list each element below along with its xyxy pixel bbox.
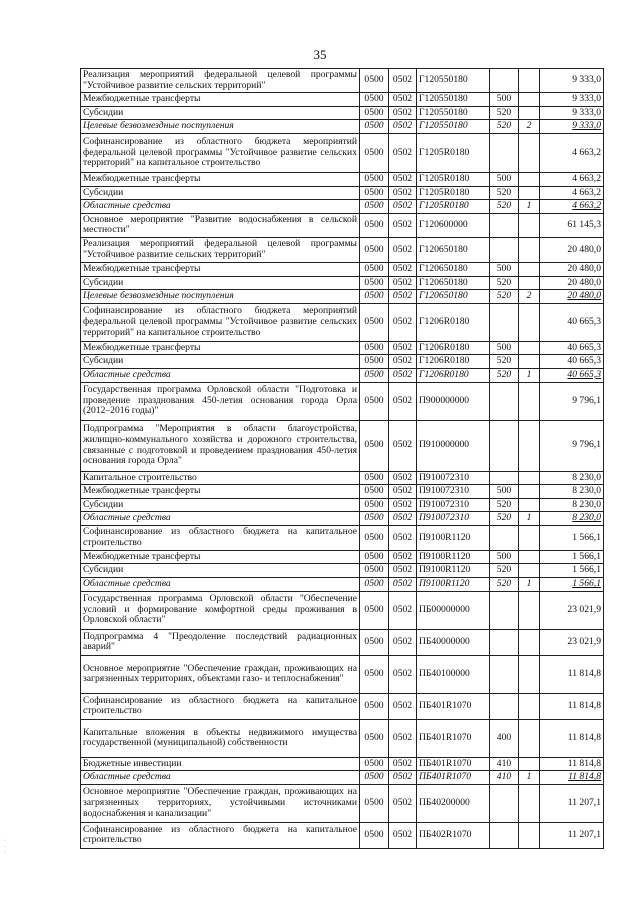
row-amount: 1 566,1 bbox=[540, 550, 604, 564]
row-name: Целевые безвозмездные поступления bbox=[81, 120, 360, 134]
row-name: Межбюджетные трансферты bbox=[81, 341, 360, 355]
row-expense-type bbox=[490, 655, 519, 693]
row-section: 0500 bbox=[360, 200, 389, 214]
row-funding-source bbox=[519, 784, 540, 822]
table-row bbox=[81, 757, 604, 771]
row-target-code: ПБ401R1070 bbox=[417, 693, 490, 719]
row-target-code: П9100R1120 bbox=[417, 564, 490, 578]
row-expense-type: 410 bbox=[490, 757, 519, 771]
row-section: 0500 bbox=[360, 550, 389, 564]
row-funding-source bbox=[519, 420, 540, 471]
row-section: 0500 bbox=[360, 341, 389, 355]
row-section: 0500 bbox=[360, 355, 389, 369]
row-name: Субсидии bbox=[81, 106, 360, 120]
row-section: 0500 bbox=[360, 382, 389, 420]
row-amount: 11 207,1 bbox=[540, 784, 604, 822]
row-name: Реализация мероприятий федеральной целевой программы "Устойчивое развитие сельских территорий" bbox=[81, 237, 360, 262]
row-section: 0500 bbox=[360, 133, 389, 172]
row-expense-type bbox=[490, 629, 519, 655]
row-section: 0500 bbox=[360, 120, 389, 134]
row-target-code: П910072310 bbox=[417, 471, 490, 485]
table-row bbox=[81, 719, 604, 757]
table-row bbox=[81, 355, 604, 369]
row-expense-type bbox=[490, 784, 519, 822]
table-row bbox=[81, 133, 604, 172]
row-target-code: Г1205R0180 bbox=[417, 133, 490, 172]
row-funding-source bbox=[519, 822, 540, 848]
row-funding-source bbox=[519, 106, 540, 120]
row-funding-source bbox=[519, 93, 540, 107]
table-row bbox=[81, 784, 604, 822]
row-target-code: Г120650180 bbox=[417, 262, 490, 276]
row-target-code: Г120550180 bbox=[417, 69, 490, 93]
row-subsection: 0502 bbox=[389, 512, 417, 526]
row-target-code: Г1205R0180 bbox=[417, 200, 490, 214]
row-funding-source bbox=[519, 719, 540, 757]
row-amount: 23 021,9 bbox=[540, 629, 604, 655]
table-row bbox=[81, 186, 604, 200]
row-subsection: 0502 bbox=[389, 290, 417, 304]
row-funding-source bbox=[519, 655, 540, 693]
row-name: Софинансирование из областного бюджета на капитальное строительство bbox=[81, 693, 360, 719]
row-expense-type: 400 bbox=[490, 719, 519, 757]
row-amount: 9 333,0 bbox=[540, 106, 604, 120]
row-target-code: Г120650180 bbox=[417, 237, 490, 262]
row-subsection: 0502 bbox=[389, 355, 417, 369]
row-section: 0500 bbox=[360, 172, 389, 186]
row-name: Софинансирование из областного бюджета на капитальное строительство bbox=[81, 822, 360, 848]
row-amount: 40 665,3 bbox=[540, 341, 604, 355]
row-funding-source: 1 bbox=[519, 200, 540, 214]
table-row bbox=[81, 69, 604, 93]
row-subsection: 0502 bbox=[389, 525, 417, 550]
row-subsection: 0502 bbox=[389, 591, 417, 629]
row-name: Межбюджетные трансферты bbox=[81, 262, 360, 276]
row-name: Подпрограмма "Мероприятия в области благоустройства, жилищно-коммунального хозяйства и дорожного строительства, связанные с подготовкой и проведением празднования 450-летия основания города Орла" bbox=[81, 420, 360, 471]
row-section: 0500 bbox=[360, 237, 389, 262]
row-target-code: П9100R1120 bbox=[417, 550, 490, 564]
row-section: 0500 bbox=[360, 69, 389, 93]
row-section: 0500 bbox=[360, 262, 389, 276]
row-subsection: 0502 bbox=[389, 578, 417, 592]
row-funding-source bbox=[519, 550, 540, 564]
row-expense-type: 500 bbox=[490, 485, 519, 499]
row-target-code: Г120650180 bbox=[417, 290, 490, 304]
row-name: Капитальные вложения в объекты недвижимого имущества государственной (муниципальной) собственности bbox=[81, 719, 360, 757]
row-target-code: ПБ401R1070 bbox=[417, 719, 490, 757]
page-number: 35 bbox=[313, 47, 327, 62]
table-row bbox=[81, 591, 604, 629]
row-section: 0500 bbox=[360, 93, 389, 107]
row-expense-type bbox=[490, 693, 519, 719]
row-name: Целевые безвозмездные поступления bbox=[81, 290, 360, 304]
row-name: Софинансирование из областного бюджета на капитальное строительство bbox=[81, 525, 360, 550]
row-subsection: 0502 bbox=[389, 186, 417, 200]
row-amount: 9 333,0 bbox=[540, 69, 604, 93]
row-funding-source bbox=[519, 693, 540, 719]
row-funding-source bbox=[519, 237, 540, 262]
row-funding-source bbox=[519, 213, 540, 237]
row-target-code: П910072310 bbox=[417, 498, 490, 512]
row-subsection: 0502 bbox=[389, 237, 417, 262]
row-funding-source bbox=[519, 133, 540, 172]
table-row bbox=[81, 771, 604, 785]
table-row bbox=[81, 120, 604, 134]
table-row bbox=[81, 471, 604, 485]
row-expense-type: 500 bbox=[490, 93, 519, 107]
row-target-code: ПБ40100000 bbox=[417, 655, 490, 693]
row-expense-type: 500 bbox=[490, 341, 519, 355]
row-funding-source bbox=[519, 471, 540, 485]
row-funding-source: 2 bbox=[519, 120, 540, 134]
table-row bbox=[81, 368, 604, 382]
row-funding-source bbox=[519, 303, 540, 341]
row-funding-source bbox=[519, 485, 540, 499]
row-section: 0500 bbox=[360, 106, 389, 120]
row-subsection: 0502 bbox=[389, 757, 417, 771]
row-target-code: Г1206R0180 bbox=[417, 355, 490, 369]
row-subsection: 0502 bbox=[389, 498, 417, 512]
row-name: Основное мероприятие "Обеспечение граждан, проживающих на загрязненных территориях, объектами газо- и теплоснабжения" bbox=[81, 655, 360, 693]
row-name: Капитальное строительство bbox=[81, 471, 360, 485]
row-expense-type: 520 bbox=[490, 120, 519, 134]
row-expense-type: 500 bbox=[490, 550, 519, 564]
row-name: Государственная программа Орловской области "Обеспечение условий и формирование комфортной среды проживания в Орловской области" bbox=[81, 591, 360, 629]
row-expense-type: 520 bbox=[490, 186, 519, 200]
row-subsection: 0502 bbox=[389, 693, 417, 719]
row-subsection: 0502 bbox=[389, 303, 417, 341]
row-name: Субсидии bbox=[81, 564, 360, 578]
row-amount: 9 796,1 bbox=[540, 420, 604, 471]
row-target-code: П910072310 bbox=[417, 485, 490, 499]
row-subsection: 0502 bbox=[389, 106, 417, 120]
row-amount: 9 796,1 bbox=[540, 382, 604, 420]
table-row bbox=[81, 629, 604, 655]
row-section: 0500 bbox=[360, 498, 389, 512]
row-funding-source bbox=[519, 262, 540, 276]
row-section: 0500 bbox=[360, 771, 389, 785]
row-amount: 1 566,1 bbox=[540, 578, 604, 592]
row-subsection: 0502 bbox=[389, 564, 417, 578]
row-subsection: 0502 bbox=[389, 655, 417, 693]
row-subsection: 0502 bbox=[389, 69, 417, 93]
row-expense-type bbox=[490, 69, 519, 93]
row-subsection: 0502 bbox=[389, 172, 417, 186]
row-subsection: 0502 bbox=[389, 485, 417, 499]
table-row bbox=[81, 262, 604, 276]
row-section: 0500 bbox=[360, 368, 389, 382]
table-row bbox=[81, 655, 604, 693]
table-row bbox=[81, 237, 604, 262]
row-expense-type: 520 bbox=[490, 578, 519, 592]
row-target-code: П900000000 bbox=[417, 382, 490, 420]
row-section: 0500 bbox=[360, 485, 389, 499]
row-subsection: 0502 bbox=[389, 133, 417, 172]
row-target-code: ПБ40000000 bbox=[417, 629, 490, 655]
row-amount: 4 663,2 bbox=[540, 186, 604, 200]
table-row bbox=[81, 213, 604, 237]
row-name: Софинансирование из областного бюджета мероприятий федеральной целевой программы "Устойчивое развитие сельских территорий" на капитальное строительство bbox=[81, 303, 360, 341]
row-expense-type bbox=[490, 237, 519, 262]
row-target-code: Г1205R0180 bbox=[417, 186, 490, 200]
row-amount: 1 566,1 bbox=[540, 525, 604, 550]
row-expense-type bbox=[490, 822, 519, 848]
row-name: Межбюджетные трансферты bbox=[81, 172, 360, 186]
row-expense-type bbox=[490, 525, 519, 550]
row-funding-source bbox=[519, 757, 540, 771]
row-section: 0500 bbox=[360, 655, 389, 693]
row-target-code: ПБ40200000 bbox=[417, 784, 490, 822]
table-row bbox=[81, 564, 604, 578]
row-section: 0500 bbox=[360, 512, 389, 526]
row-expense-type: 520 bbox=[490, 368, 519, 382]
row-name: Субсидии bbox=[81, 355, 360, 369]
row-amount: 11 814,8 bbox=[540, 757, 604, 771]
row-section: 0500 bbox=[360, 578, 389, 592]
row-funding-source bbox=[519, 69, 540, 93]
row-expense-type: 520 bbox=[490, 106, 519, 120]
row-funding-source bbox=[519, 498, 540, 512]
row-section: 0500 bbox=[360, 629, 389, 655]
row-expense-type: 520 bbox=[490, 498, 519, 512]
table-row bbox=[81, 200, 604, 214]
row-amount: 9 333,0 bbox=[540, 120, 604, 134]
row-section: 0500 bbox=[360, 719, 389, 757]
table-row bbox=[81, 341, 604, 355]
row-subsection: 0502 bbox=[389, 276, 417, 290]
row-section: 0500 bbox=[360, 276, 389, 290]
row-subsection: 0502 bbox=[389, 93, 417, 107]
row-target-code: П910072310 bbox=[417, 512, 490, 526]
row-target-code: ПБ402R1070 bbox=[417, 822, 490, 848]
row-amount: 8 230,0 bbox=[540, 512, 604, 526]
budget-table-body bbox=[81, 69, 604, 849]
row-subsection: 0502 bbox=[389, 262, 417, 276]
row-subsection: 0502 bbox=[389, 550, 417, 564]
row-target-code: Г120550180 bbox=[417, 106, 490, 120]
row-target-code: П9100R1120 bbox=[417, 578, 490, 592]
row-subsection: 0502 bbox=[389, 341, 417, 355]
row-target-code: Г120550180 bbox=[417, 120, 490, 134]
row-funding-source: 1 bbox=[519, 512, 540, 526]
row-amount: 9 333,0 bbox=[540, 93, 604, 107]
row-section: 0500 bbox=[360, 822, 389, 848]
row-funding-source bbox=[519, 355, 540, 369]
row-amount: 40 665,3 bbox=[540, 368, 604, 382]
row-amount: 20 480,0 bbox=[540, 237, 604, 262]
table-row bbox=[81, 93, 604, 107]
row-subsection: 0502 bbox=[389, 200, 417, 214]
row-expense-type: 520 bbox=[490, 276, 519, 290]
row-funding-source bbox=[519, 186, 540, 200]
row-funding-source bbox=[519, 276, 540, 290]
row-expense-type bbox=[490, 382, 519, 420]
row-subsection: 0502 bbox=[389, 629, 417, 655]
row-name: Субсидии bbox=[81, 498, 360, 512]
row-target-code: ПБ00000000 bbox=[417, 591, 490, 629]
row-name: Бюджетные инвестиции bbox=[81, 757, 360, 771]
row-section: 0500 bbox=[360, 591, 389, 629]
row-amount: 11 207,1 bbox=[540, 822, 604, 848]
row-name: Областные средства bbox=[81, 771, 360, 785]
table-row bbox=[81, 172, 604, 186]
table-row bbox=[81, 512, 604, 526]
row-name: Субсидии bbox=[81, 186, 360, 200]
table-row bbox=[81, 550, 604, 564]
row-expense-type: 500 bbox=[490, 262, 519, 276]
row-target-code: Г120650180 bbox=[417, 276, 490, 290]
row-section: 0500 bbox=[360, 303, 389, 341]
table-row bbox=[81, 290, 604, 304]
row-subsection: 0502 bbox=[389, 822, 417, 848]
row-name: Областные средства bbox=[81, 512, 360, 526]
row-section: 0500 bbox=[360, 693, 389, 719]
row-expense-type: 520 bbox=[490, 564, 519, 578]
row-target-code: ПБ401R1070 bbox=[417, 771, 490, 785]
row-section: 0500 bbox=[360, 213, 389, 237]
row-amount: 8 230,0 bbox=[540, 498, 604, 512]
table-row bbox=[81, 106, 604, 120]
row-expense-type bbox=[490, 471, 519, 485]
row-amount: 4 663,2 bbox=[540, 133, 604, 172]
row-section: 0500 bbox=[360, 525, 389, 550]
row-expense-type bbox=[490, 303, 519, 341]
row-name: Реализация мероприятий федеральной целевой программы "Устойчивое развитие сельских территорий" bbox=[81, 69, 360, 93]
row-expense-type: 520 bbox=[490, 512, 519, 526]
row-expense-type bbox=[490, 420, 519, 471]
row-target-code: Г120550180 bbox=[417, 93, 490, 107]
row-name: Областные средства bbox=[81, 578, 360, 592]
row-funding-source bbox=[519, 629, 540, 655]
row-amount: 8 230,0 bbox=[540, 471, 604, 485]
row-section: 0500 bbox=[360, 784, 389, 822]
row-target-code: Г1206R0180 bbox=[417, 368, 490, 382]
row-name: Областные средства bbox=[81, 200, 360, 214]
row-name: Областные средства bbox=[81, 368, 360, 382]
row-subsection: 0502 bbox=[389, 213, 417, 237]
row-funding-source bbox=[519, 564, 540, 578]
row-expense-type bbox=[490, 213, 519, 237]
table-row bbox=[81, 498, 604, 512]
row-expense-type: 410 bbox=[490, 771, 519, 785]
row-amount: 20 480,0 bbox=[540, 290, 604, 304]
row-amount: 11 814,8 bbox=[540, 693, 604, 719]
row-name: Межбюджетные трансферты bbox=[81, 93, 360, 107]
row-name: Государственная программа Орловской области "Подготовка и проведение празднования 450-летия основания города Орла (2012–2016 годы)" bbox=[81, 382, 360, 420]
row-target-code: Г1206R0180 bbox=[417, 303, 490, 341]
row-subsection: 0502 bbox=[389, 719, 417, 757]
row-subsection: 0502 bbox=[389, 784, 417, 822]
row-section: 0500 bbox=[360, 420, 389, 471]
row-funding-source bbox=[519, 172, 540, 186]
row-name: Межбюджетные трансферты bbox=[81, 550, 360, 564]
row-target-code: П910000000 bbox=[417, 420, 490, 471]
table-row bbox=[81, 822, 604, 848]
row-target-code: Г1205R0180 bbox=[417, 172, 490, 186]
table-row bbox=[81, 485, 604, 499]
row-target-code: Г1206R0180 bbox=[417, 341, 490, 355]
row-name: Подпрограмма 4 "Преодоление последствий радиационных аварий" bbox=[81, 629, 360, 655]
row-subsection: 0502 bbox=[389, 471, 417, 485]
row-funding-source: 1 bbox=[519, 771, 540, 785]
row-name: Субсидии bbox=[81, 276, 360, 290]
row-funding-source bbox=[519, 591, 540, 629]
row-amount: 40 665,3 bbox=[540, 303, 604, 341]
row-target-code: ПБ401R1070 bbox=[417, 757, 490, 771]
table-row bbox=[81, 382, 604, 420]
margin-marks: · · · bbox=[4, 838, 6, 856]
row-funding-source: 1 bbox=[519, 578, 540, 592]
row-amount: 1 566,1 bbox=[540, 564, 604, 578]
row-expense-type: 500 bbox=[490, 172, 519, 186]
table-row bbox=[81, 693, 604, 719]
row-expense-type: 520 bbox=[490, 355, 519, 369]
row-section: 0500 bbox=[360, 290, 389, 304]
table-row bbox=[81, 578, 604, 592]
table-row bbox=[81, 303, 604, 341]
row-amount: 61 145,3 bbox=[540, 213, 604, 237]
row-target-code: Г120600000 bbox=[417, 213, 490, 237]
row-subsection: 0502 bbox=[389, 771, 417, 785]
row-amount: 20 480,0 bbox=[540, 276, 604, 290]
row-expense-type: 520 bbox=[490, 200, 519, 214]
row-subsection: 0502 bbox=[389, 120, 417, 134]
row-subsection: 0502 bbox=[389, 368, 417, 382]
row-expense-type bbox=[490, 591, 519, 629]
row-amount: 40 665,3 bbox=[540, 355, 604, 369]
row-amount: 11 814,8 bbox=[540, 771, 604, 785]
row-amount: 23 021,9 bbox=[540, 591, 604, 629]
row-expense-type bbox=[490, 133, 519, 172]
row-section: 0500 bbox=[360, 757, 389, 771]
row-target-code: П9100R1120 bbox=[417, 525, 490, 550]
row-funding-source bbox=[519, 341, 540, 355]
table-row bbox=[81, 276, 604, 290]
row-amount: 20 480,0 bbox=[540, 262, 604, 276]
row-subsection: 0502 bbox=[389, 382, 417, 420]
row-section: 0500 bbox=[360, 564, 389, 578]
row-amount: 4 663,2 bbox=[540, 200, 604, 214]
table-row bbox=[81, 525, 604, 550]
budget-table bbox=[80, 68, 604, 849]
table-row bbox=[81, 420, 604, 471]
row-name: Основное мероприятие "Обеспечение граждан, проживающих на загрязненных территориях, устойчивыми источниками водоснабжения и канализации" bbox=[81, 784, 360, 822]
row-subsection: 0502 bbox=[389, 420, 417, 471]
row-name: Основное мероприятие "Развитие водоснабжения в сельской местности" bbox=[81, 213, 360, 237]
row-expense-type: 520 bbox=[490, 290, 519, 304]
row-funding-source bbox=[519, 525, 540, 550]
row-section: 0500 bbox=[360, 471, 389, 485]
row-name: Софинансирование из областного бюджета мероприятий федеральной целевой программы "Устойчивое развитие сельских территорий" на капитальное строительство bbox=[81, 133, 360, 172]
row-amount: 4 663,2 bbox=[540, 172, 604, 186]
row-amount: 8 230,0 bbox=[540, 485, 604, 499]
row-funding-source bbox=[519, 382, 540, 420]
row-amount: 11 814,8 bbox=[540, 655, 604, 693]
row-amount: 11 814,8 bbox=[540, 719, 604, 757]
row-name: Межбюджетные трансферты bbox=[81, 485, 360, 499]
row-funding-source: 1 bbox=[519, 368, 540, 382]
row-funding-source: 2 bbox=[519, 290, 540, 304]
row-section: 0500 bbox=[360, 186, 389, 200]
